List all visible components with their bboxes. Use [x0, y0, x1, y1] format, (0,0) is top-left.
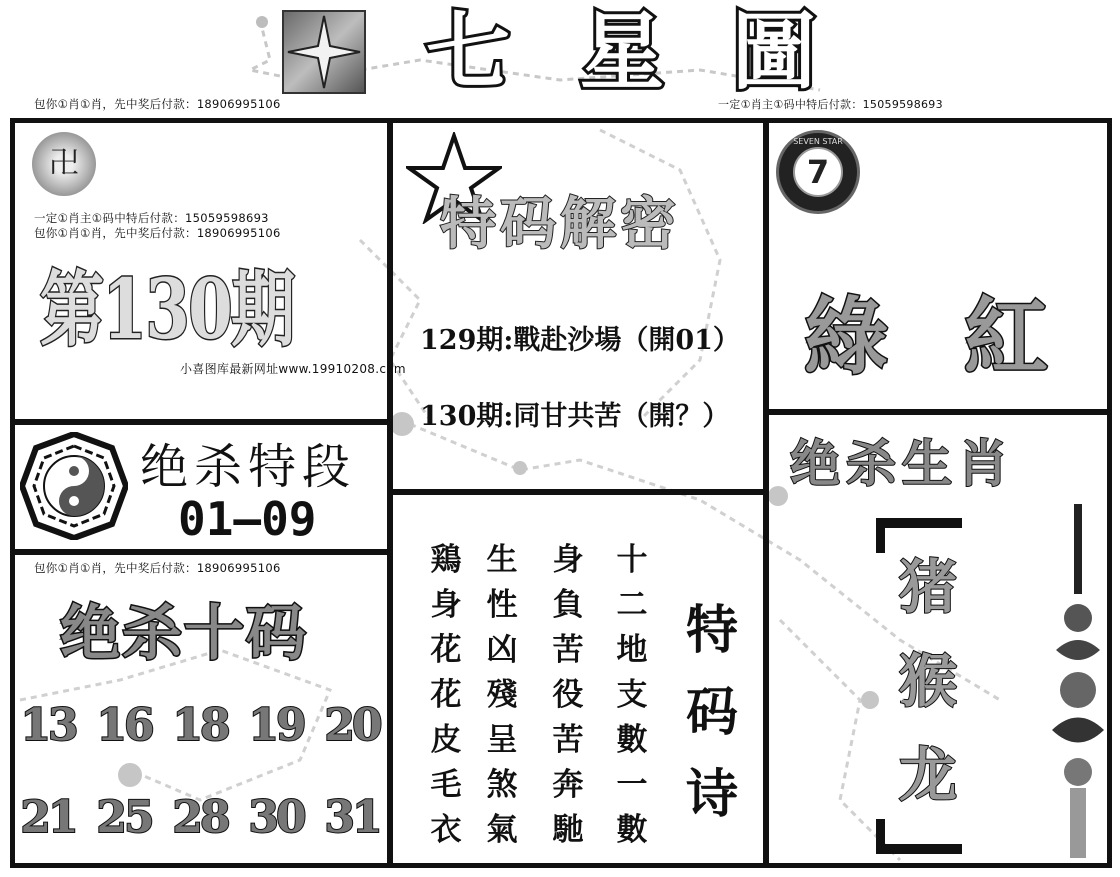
kill-code-number: 20 [324, 700, 380, 751]
decode-title: 特码解密 [440, 191, 680, 257]
title-char-2: 星 [579, 2, 664, 101]
kill-code-number: 31 [324, 792, 380, 843]
logo-number: 7 [806, 153, 830, 191]
decode-line-129: 129期:戰赴沙場（開01） [420, 325, 740, 356]
issue-note-2: 包你①肖①肖，先中奖后付款：18906995106 [34, 226, 281, 240]
seven-star-ring-icon [779, 133, 857, 211]
issue-note-1: 一定①肖主①码中特后付款：15059598693 [34, 211, 269, 225]
kill-codes-title: 绝杀十码 [60, 599, 308, 669]
star-logo [282, 10, 366, 94]
four-point-star-icon [284, 12, 364, 92]
poem-column-2: 生性凶殘呈煞氣 [486, 542, 518, 848]
poem-column-3: 身負苦役苦奔馳 [552, 542, 584, 848]
kill-code-number: 19 [248, 700, 304, 751]
issue-label: 第130期 [40, 262, 294, 358]
zodiac-animal-1: 猪 [898, 553, 957, 621]
badge-glyph: 卍 [49, 146, 79, 181]
bracket-bottom-icon [876, 815, 966, 855]
poem-column-1: 鶏身花花皮毛衣 [430, 542, 462, 848]
header-contact-left: 包你①肖①肖，先中奖后付款：18906995106 [34, 97, 281, 111]
zodiac-animal-3: 龙 [898, 741, 957, 809]
header-contact-right: 一定①肖主①码中特后付款：15059598693 [718, 98, 943, 111]
poem-label: 特码诗 [685, 601, 738, 825]
decode-line-130: 130期:同甘共苦（開？） [420, 401, 730, 432]
kill-code-number: 25 [96, 792, 152, 843]
poem-column-4: 十二地支數一數 [616, 542, 648, 848]
kill-code-number: 21 [20, 792, 76, 843]
zodiac-title: 绝杀生肖 [790, 435, 1014, 493]
yin-yang-bagua-icon [20, 432, 128, 540]
zodiac-animal-2: 猴 [898, 647, 957, 715]
title-char-3: 圖 [731, 2, 816, 101]
zodiac-list [888, 540, 968, 822]
kill-code-number: 18 [172, 700, 228, 751]
segment-title: 绝杀特段 [140, 439, 357, 495]
kill-code-number: 28 [172, 792, 228, 843]
swastika-badge-icon [32, 132, 96, 196]
kill-codes-note: 包你①肖①肖，先中奖后付款：18906995106 [34, 561, 281, 575]
kill-code-number: 30 [248, 792, 304, 843]
color-green: 綠 [804, 287, 889, 386]
logo-ring-text: SEVEN STAR [793, 137, 843, 146]
bracket-bottom [876, 800, 966, 870]
title-char-1: 七 [425, 2, 510, 101]
color-red: 紅 [964, 287, 1049, 386]
seven-star-logo [776, 130, 860, 214]
chinese-knot-icon [1046, 500, 1110, 862]
kill-code-number: 13 [20, 700, 76, 751]
site-note: 小喜图库最新网址www.19910208.com [180, 362, 406, 376]
kill-code-number: 16 [96, 700, 152, 751]
segment-range: 01—09 [178, 492, 317, 546]
